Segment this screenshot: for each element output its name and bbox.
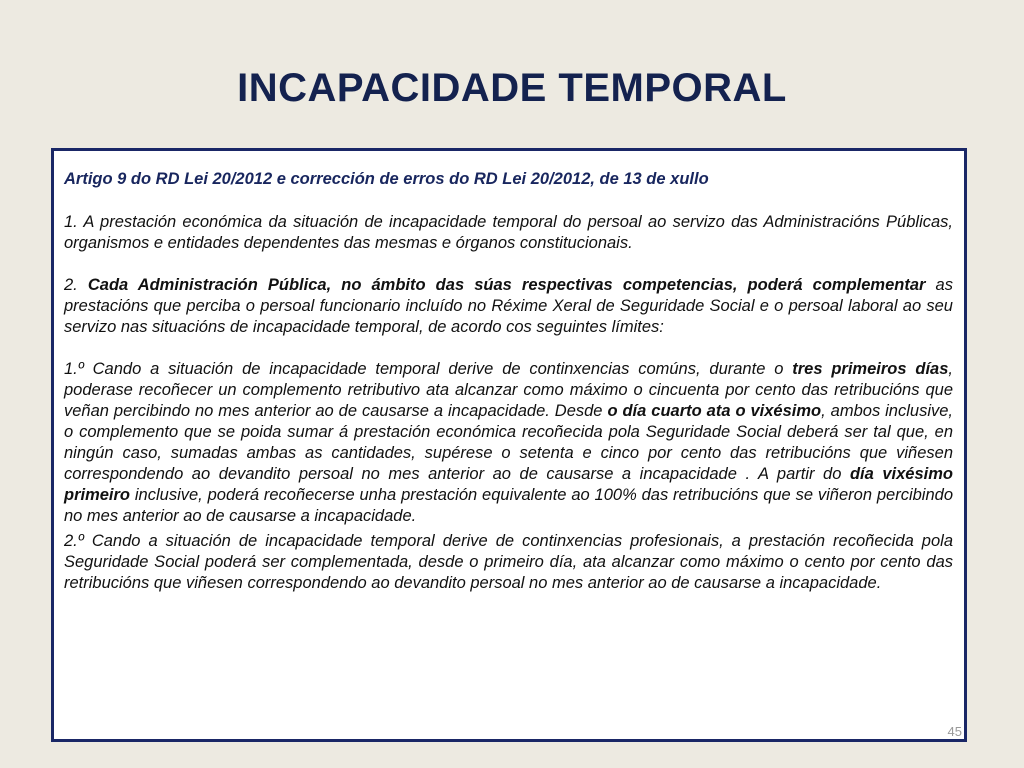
content-text (64, 169, 953, 615)
paragraph-1 (64, 212, 953, 254)
article-reference: Artigo 9 do RD Lei 20/2012 e corrección de erros do RD Lei 20/2012, de 13 de xullo (64, 170, 709, 188)
paragraph-segment: 2. (64, 276, 88, 294)
paragraph-2 (64, 275, 953, 338)
paragraph-segment: inclusive, poderá recoñecerse unha prestación equivalente ao 100% das retribucións que se viñeron percibindo no mes anterior ao de causarse a incapacidade. (64, 486, 953, 525)
paragraph-segment-bold: día vixésimo primeiro (64, 465, 953, 504)
content-box (51, 148, 967, 742)
paragraph-segment-bold: Cada Administración Pública, no ámbito das súas respectivas competencias, poderá complementar (87, 276, 926, 294)
paragraph-3 (64, 359, 953, 527)
paragraph-segment-bold: tres primeiros días (792, 360, 949, 378)
paragraph-4 (64, 531, 953, 594)
paragraph-segment: , ambos inclusive, o complemento que se poida sumar á prestación económica recoñecida pola Seguridade Social deberá ser tal que, en ningún caso, sumadas ambas as cantidades, supérese o setenta e cinco por cento das retribucións que viñesen correspondendo ao devandito persoal no mes anterior ao de causarse a incapacidade . A partir do (64, 402, 954, 483)
slide-title: INCAPACIDADE TEMPORAL (237, 66, 787, 110)
paragraph-segment-bold: o día cuarto ata o vixésimo (607, 402, 822, 420)
paragraph-segment: 1.º Cando a situación de incapacidade temporal derive de continxencias comúns, durante o (64, 360, 793, 378)
paragraph-segment: 1. A prestación económica da situación de incapacidade temporal do persoal ao servizo das Administracións Públicas, organismos e entidades dependentes das mesmas e órganos constitucionais. (64, 213, 953, 252)
paragraph-segment: 2.º Cando a situación de incapacidade temporal derive de continxencias profesionais, a prestación recoñecida pola Seguridade Social poderá ser complementada, desde o primeiro día, ata alcanzar como máximo o cento por cento das retribucións que viñesen correspondendo ao devandito persoal no mes anterior ao de causarse a incapacidade. (64, 532, 953, 592)
page-number: 45 (947, 724, 962, 739)
paragraph-segment: , poderase recoñecer un complemento retributivo ata alcanzar como máximo o cincuenta por cento das retribucións que veñan percibindo no mes anterior ao de causarse a incapacidade. Desde (64, 360, 953, 420)
paragraph-segment: as prestacións que perciba o persoal funcionario incluído no Réxime Xeral de Seguridade Social e o persoal laboral ao seu servizo nas situacións de incapacidade temporal, de acordo cos seguintes límites: (64, 276, 953, 336)
